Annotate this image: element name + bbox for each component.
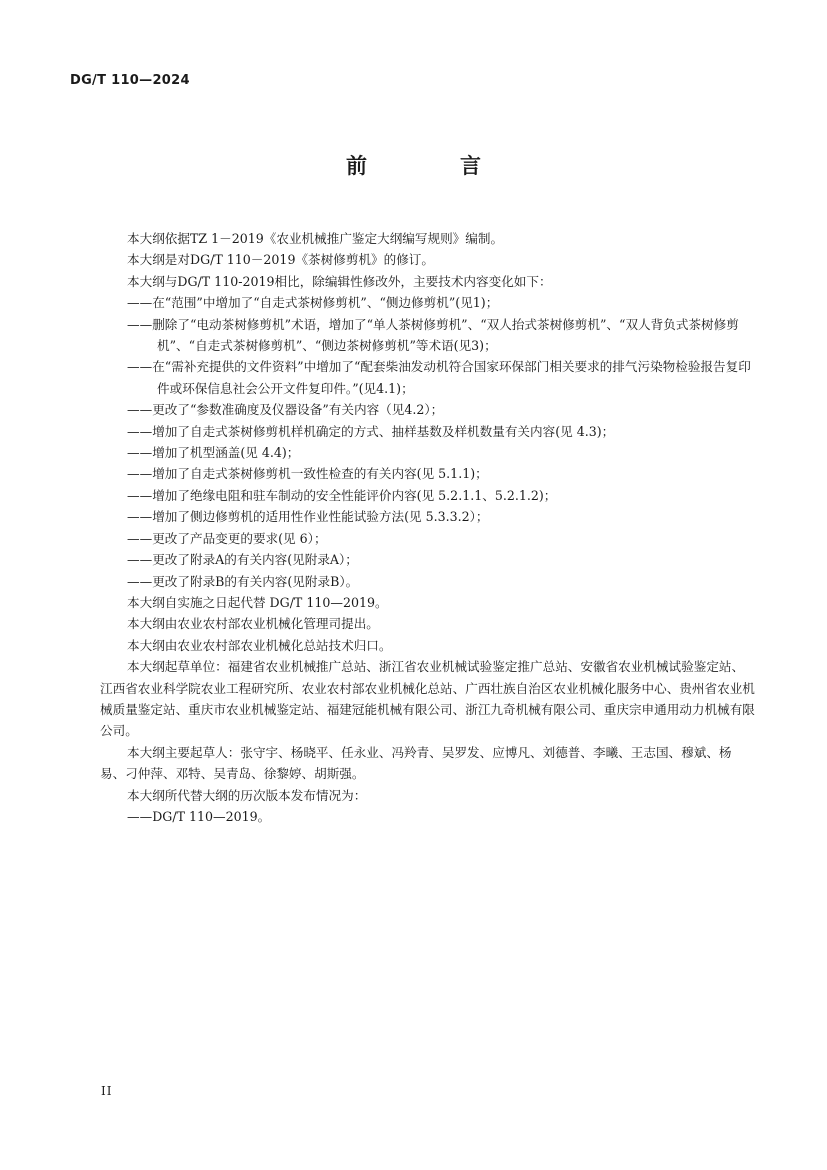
proposer-paragraph: 本大纲由农业农村部农业机械化管理司提出。 bbox=[127, 616, 379, 632]
basis-paragraph: 本大纲依据TZ 1－2019《农业机械推广鉴定大纲编写规则》编制。 bbox=[127, 231, 504, 246]
replacement-paragraph: 本大纲自实施之日起代替 DG/T 110—2019。 bbox=[127, 594, 388, 610]
change-item: ——增加了绝缘电阻和驻车制动的安全性能评价内容(见 5.2.1.1、5.2.1.2)； bbox=[127, 487, 557, 503]
change-item: ——删除了“电动茶树修剪机”术语，增加了“单人茶树修剪机”、“双人抬式茶树修剪机”、“双人背负式茶树修剪机”、“自走式茶树修剪机”、“侧边茶树修剪机”等术语(见3)； bbox=[127, 316, 739, 354]
change-item: ——更改了附录B的有关内容(见附录B）。 bbox=[127, 573, 359, 589]
change-item: ——增加了机型涵盖(见 4.4)； bbox=[127, 445, 300, 461]
administrator-paragraph: 本大纲由农业农村部农业机械化总站技术归口。 bbox=[127, 637, 392, 653]
history-intro-paragraph: 本大纲所代替大纲的历次版本发布情况为： bbox=[127, 787, 367, 803]
drafters-paragraph: 本大纲主要起草人：张守宇、杨晓平、任永业、冯羚青、吴罗发、应博凡、刘德普、李曦、王志国、穆斌、杨易、刁仲萍、邓特、吴青岛、徐黎婷、胡斯强。 bbox=[100, 744, 732, 782]
revision-paragraph: 本大纲是对DG/T 110－2019《茶树修剪机》的修订。 bbox=[127, 252, 434, 268]
change-item: ——在“范围”中增加了“自走式茶树修剪机”、“侧边修剪机”(见1)； bbox=[127, 295, 499, 311]
history-item: ——DG/T 110—2019。 bbox=[127, 808, 271, 824]
standard-code: DG/T 110—2024 bbox=[70, 73, 190, 88]
change-item: ——更改了附录A的有关内容(见附录A）； bbox=[127, 552, 358, 568]
foreword-body bbox=[100, 228, 755, 827]
change-item: ——更改了产品变更的要求(见 6）； bbox=[127, 530, 327, 546]
change-item: ——增加了自走式茶树修剪机样机确定的方式、抽样基数及样机数量有关内容(见 4.3)； bbox=[127, 423, 615, 439]
page-number: II bbox=[101, 1084, 113, 1098]
change-item: ——增加了侧边修剪机的适用性作业性能试验方法(见 5.3.3.2）； bbox=[127, 509, 489, 525]
changes-intro-paragraph: 本大纲与DG/T 110-2019相比，除编辑性修改外，主要技术内容变化如下： bbox=[127, 273, 552, 289]
change-item: ——更改了“参数准确度及仪器设备”有关内容（见4.2）； bbox=[127, 402, 444, 418]
change-item: ——在“需补充提供的文件资料”中增加了“配套柴油发动机符合国家环保部门相关要求的排气污染物检验报告复印件或环保信息社会公开文件复印件。”(见4.1)； bbox=[127, 359, 751, 396]
page-title: 前 言 bbox=[346, 154, 517, 178]
drafting-units-paragraph: 本大纲起草单位：福建省农业机械推广总站、浙江省农业机械试验鉴定推广总站、安徽省农业机械试验鉴定站、江西省农业科学院农业工程研究所、农业农村部农业机械化总站、广西壮族自治区农业机械化服务中心、贵州省农业机械质量鉴定站、重庆市农业机械鉴定站、福建冠能机械有限公司、浙江九奇机械有限公司、重庆宗申通用动力机械有限公司。 bbox=[100, 659, 755, 739]
change-item: ——增加了自走式茶树修剪机一致性检查的有关内容(见 5.1.1)； bbox=[127, 466, 488, 482]
